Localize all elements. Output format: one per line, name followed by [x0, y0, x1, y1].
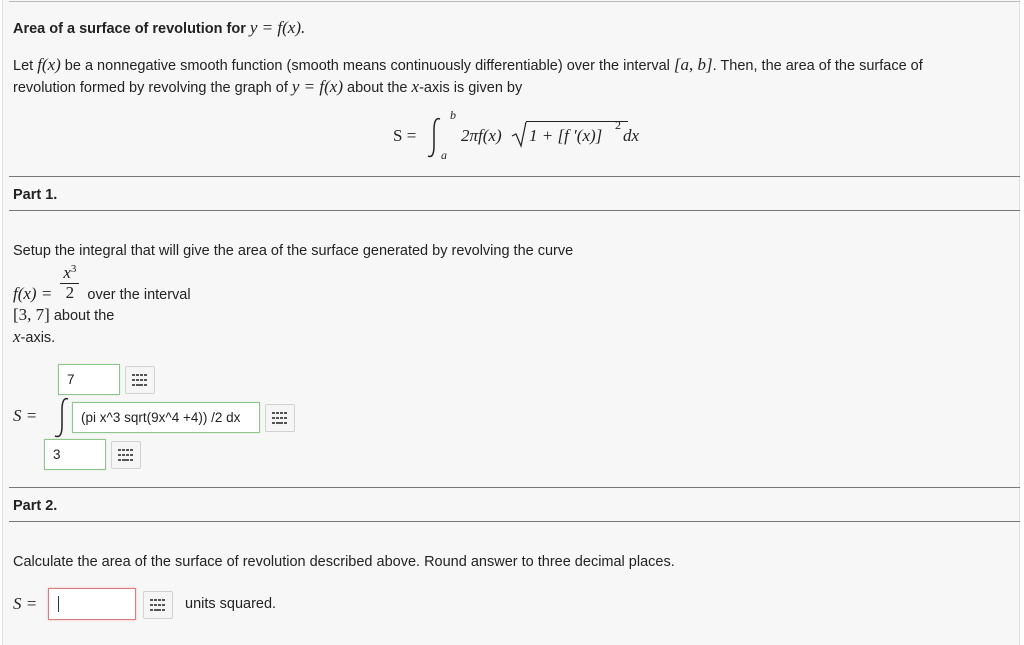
- surface-area-formula: S = b a 2πf(x) 1 + [f ′(x)] 2 dx: [393, 108, 640, 162]
- intro-line-2: revolution formed by revolving the graph of y = f(x) about the x-axis is given by: [13, 77, 523, 96]
- upper-limit-input[interactable]: 7: [58, 364, 120, 395]
- integral-sign-icon: [51, 396, 73, 440]
- keypad-grid-icon[interactable]: [143, 591, 173, 619]
- divider: [9, 487, 1020, 488]
- text-caret: [58, 596, 59, 612]
- integrand-input[interactable]: (pi x^3 sqrt(9x^4 +4)) /2 dx: [72, 402, 260, 433]
- part2-question: Calculate the area of the surface of revolution described above. Round answer to three decimal places.: [13, 554, 675, 570]
- divider: [9, 521, 1020, 522]
- divider: [9, 176, 1020, 177]
- intro-line-1: Let f(x) be a nonnegative smooth function (smooth means continuously differentiable) over the interval [a, b]. Then, the area of the surface of: [13, 55, 923, 74]
- lower-limit-input[interactable]: 3: [44, 439, 106, 470]
- axis-line: x-axis.: [13, 327, 56, 346]
- page-title: Area of a surface of revolution for y = f(x).: [13, 18, 306, 37]
- top-divider: [9, 1, 1020, 2]
- square-root-icon: [511, 120, 527, 148]
- keypad-grid-icon[interactable]: [265, 404, 295, 432]
- part1-question: Setup the integral that will give the area of the surface generated by revolving the curve: [13, 243, 574, 259]
- part1-label: Part 1.: [13, 187, 58, 203]
- problem-panel: [2, 0, 1020, 645]
- part1-s-label: S =: [13, 406, 38, 425]
- part2-label: Part 2.: [13, 498, 58, 514]
- units-label: units squared.: [185, 596, 277, 612]
- function-definition: f(x) = $\frac{x^3}{2}$ over the interval: [13, 262, 191, 306]
- keypad-grid-icon[interactable]: [125, 366, 155, 394]
- interval-line: [3, 7] about the: [13, 305, 115, 324]
- answer-input[interactable]: [48, 588, 136, 620]
- keypad-grid-icon[interactable]: [111, 441, 141, 469]
- fraction: $\frac{x^3}{2}$: [60, 260, 79, 302]
- radical-bar: [526, 121, 628, 122]
- part2-s-label: S =: [13, 594, 38, 613]
- divider: [9, 210, 1020, 211]
